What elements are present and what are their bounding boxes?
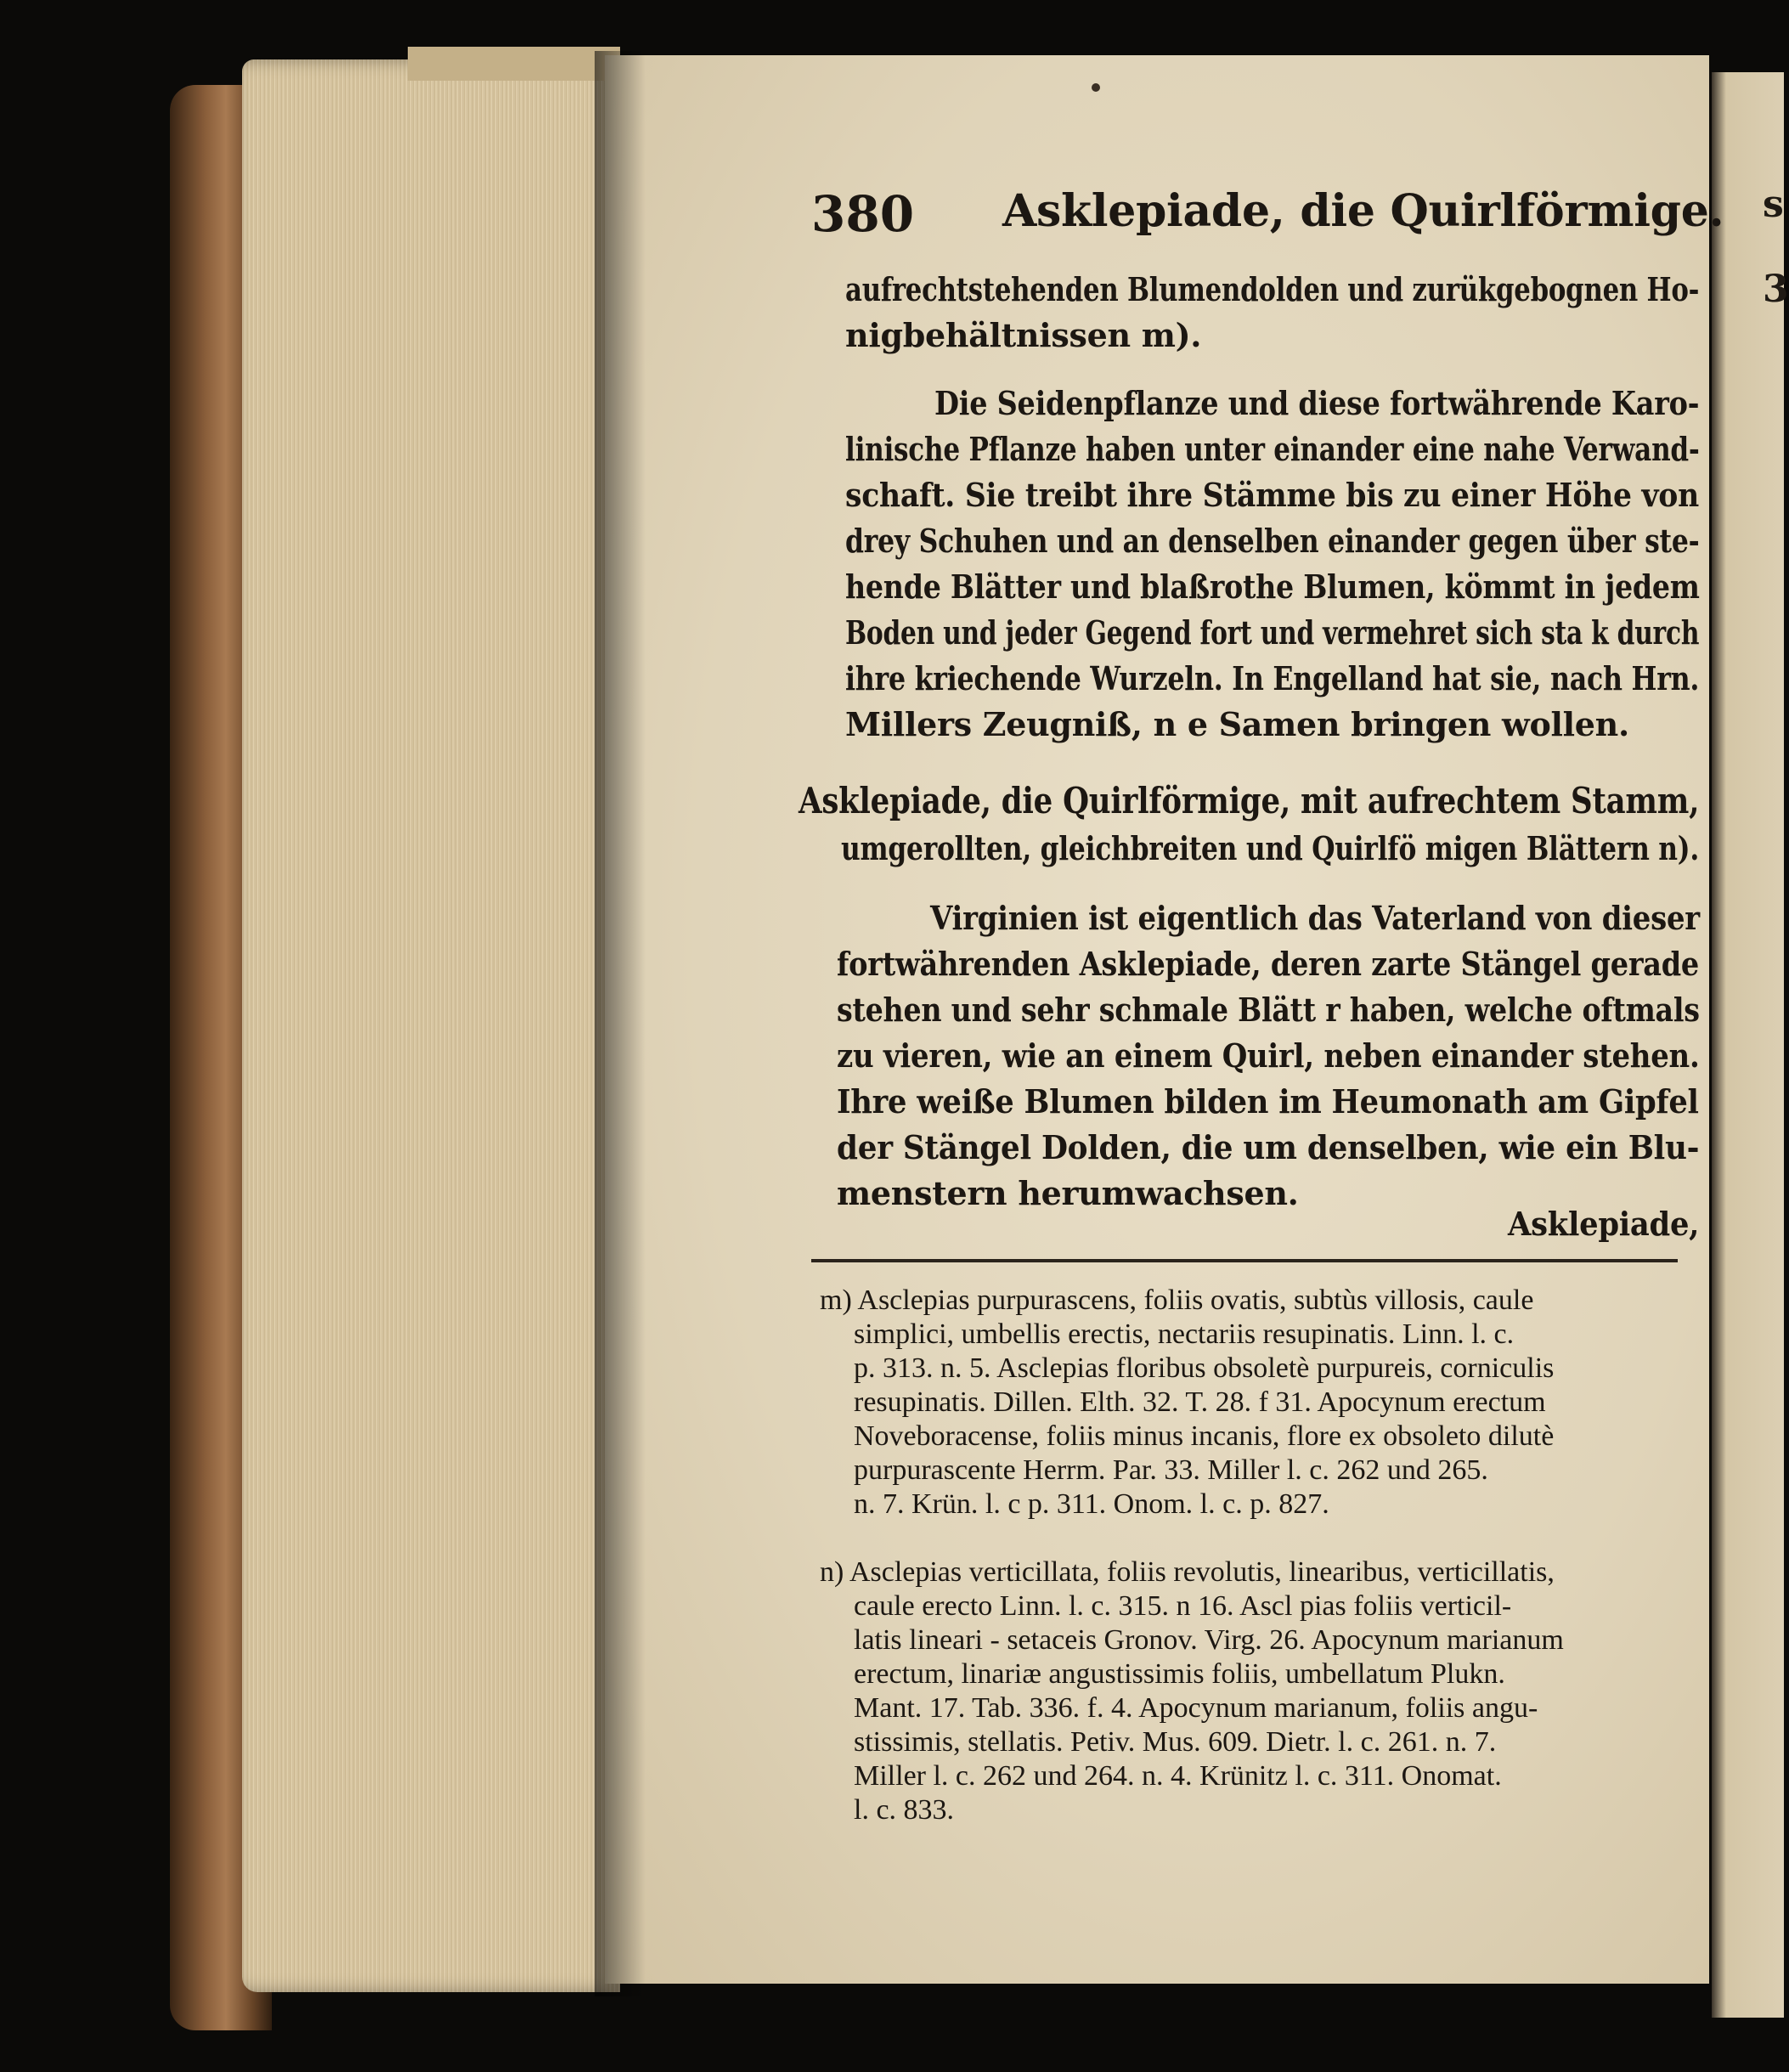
body-line: zu vieren, wie an einem Quirl, neben einander stehen.	[837, 1036, 1700, 1075]
body-line: Die Seidenpflanze und diese fortwährende Karo-	[934, 384, 1700, 422]
body-line: menstern herumwachsen.	[837, 1174, 1299, 1212]
page-number: 380	[811, 185, 915, 243]
body-line: der Stängel Dolden, die um denselben, wie ein Blu-	[837, 1128, 1700, 1166]
body-line: drey Schuhen und an denselben einander gegen über ste-	[845, 522, 1700, 560]
footnote-n-line: caule erecto Linn. l. c. 315. n 16. Ascl pias foliis verticil-	[854, 1590, 1512, 1622]
body-line: Virginien ist eigentlich das Vaterland von dieser	[930, 899, 1700, 937]
footnote-m-line: simplici, umbellis erectis, nectariis resupinatis. Linn. l. c.	[854, 1318, 1515, 1350]
gutter-shadow	[595, 51, 646, 1996]
body-line: stehen und sehr schmale Blätt r haben, welche oftmals	[837, 991, 1700, 1029]
facing-page-char: s	[1763, 183, 1784, 226]
footnote-m-line: Noveboracense, foliis minus incanis, flore ex obsoleto dilutè	[854, 1420, 1555, 1452]
species-heading: Asklepiade, die Quirlförmige, mit aufrechtem Stamm,	[799, 780, 1700, 821]
footnote-m-line: m) Asclepias purpurascens, foliis ovatis, subtùs villosis, caule	[820, 1284, 1534, 1316]
facing-page-char: 3	[1763, 268, 1789, 311]
running-title: Asklepiade, die Quirlförmige.	[1002, 185, 1724, 237]
footnote-m-line: resupinatis. Dillen. Elth. 32. T. 28. f 31. Apocynum erectum	[854, 1386, 1546, 1418]
page-edges-top	[408, 47, 620, 81]
body-line: linische Pflanze haben unter einander eine nahe Verwand-	[845, 430, 1700, 468]
ink-spot	[1092, 83, 1100, 92]
footnote-n-line: erectum, linariæ angustissimis foliis, umbellatum Plukn.	[854, 1658, 1505, 1690]
footnote-n-line: l. c. 833.	[854, 1794, 955, 1826]
footnote-n-line: stissimis, stellatis. Petiv. Mus. 609. Dietr. l. c. 261. n. 7.	[854, 1726, 1497, 1758]
body-line: fortwährenden Asklepiade, deren zarte Stängel gerade	[837, 945, 1700, 983]
body-line: nigbehältnissen m).	[845, 316, 1202, 354]
body-line: hende Blätter und blaßrothe Blumen, kömmt in jedem	[845, 567, 1700, 606]
footnote-m-line: p. 313. n. 5. Asclepias floribus obsoletè purpureis, corniculis	[854, 1352, 1555, 1384]
footnote-n-line: Miller l. c. 262 und 264. n. 4. Krünitz l. c. 311. Onomat.	[854, 1760, 1502, 1792]
body-line: ihre kriechende Wurzeln. In Engelland hat sie, nach Hrn.	[845, 659, 1700, 697]
facing-page	[1712, 72, 1784, 2018]
footnote-rule	[811, 1259, 1678, 1262]
footnote-n-line: Mant. 17. Tab. 336. f. 4. Apocynum marianum, foliis angu-	[854, 1692, 1538, 1724]
body-line: umgerollten, gleichbreiten und Quirlfö migen Blättern n).	[841, 829, 1700, 867]
body-line: schaft. Sie treibt ihre Stämme bis zu einer Höhe von	[845, 476, 1699, 514]
body-line: Millers Zeugniß, n e Samen bringen wollen.	[845, 705, 1629, 743]
body-line: aufrechtstehenden Blumendolden und zurükgebognen Ho-	[845, 270, 1700, 308]
footnote-m-line: purpurascente Herrm. Par. 33. Miller l. c. 262 und 265.	[854, 1454, 1488, 1486]
body-line: Boden und jeder Gegend fort und vermehret sich sta k durch	[845, 613, 1700, 652]
page-edges	[242, 59, 620, 1992]
catchword: Asklepiade,	[1508, 1205, 1700, 1243]
footnote-n-line: latis lineari - setaceis Gronov. Virg. 26. Apocynum marianum	[854, 1624, 1564, 1656]
body-line: Ihre weiße Blumen bilden im Heumonath am Gipfel	[837, 1082, 1699, 1121]
footnote-n-line: n) Asclepias verticillata, foliis revolutis, linearibus, verticillatis,	[820, 1556, 1555, 1588]
footnote-m-line: n. 7. Krün. l. c p. 311. Onom. l. c. p. 827.	[854, 1488, 1329, 1520]
